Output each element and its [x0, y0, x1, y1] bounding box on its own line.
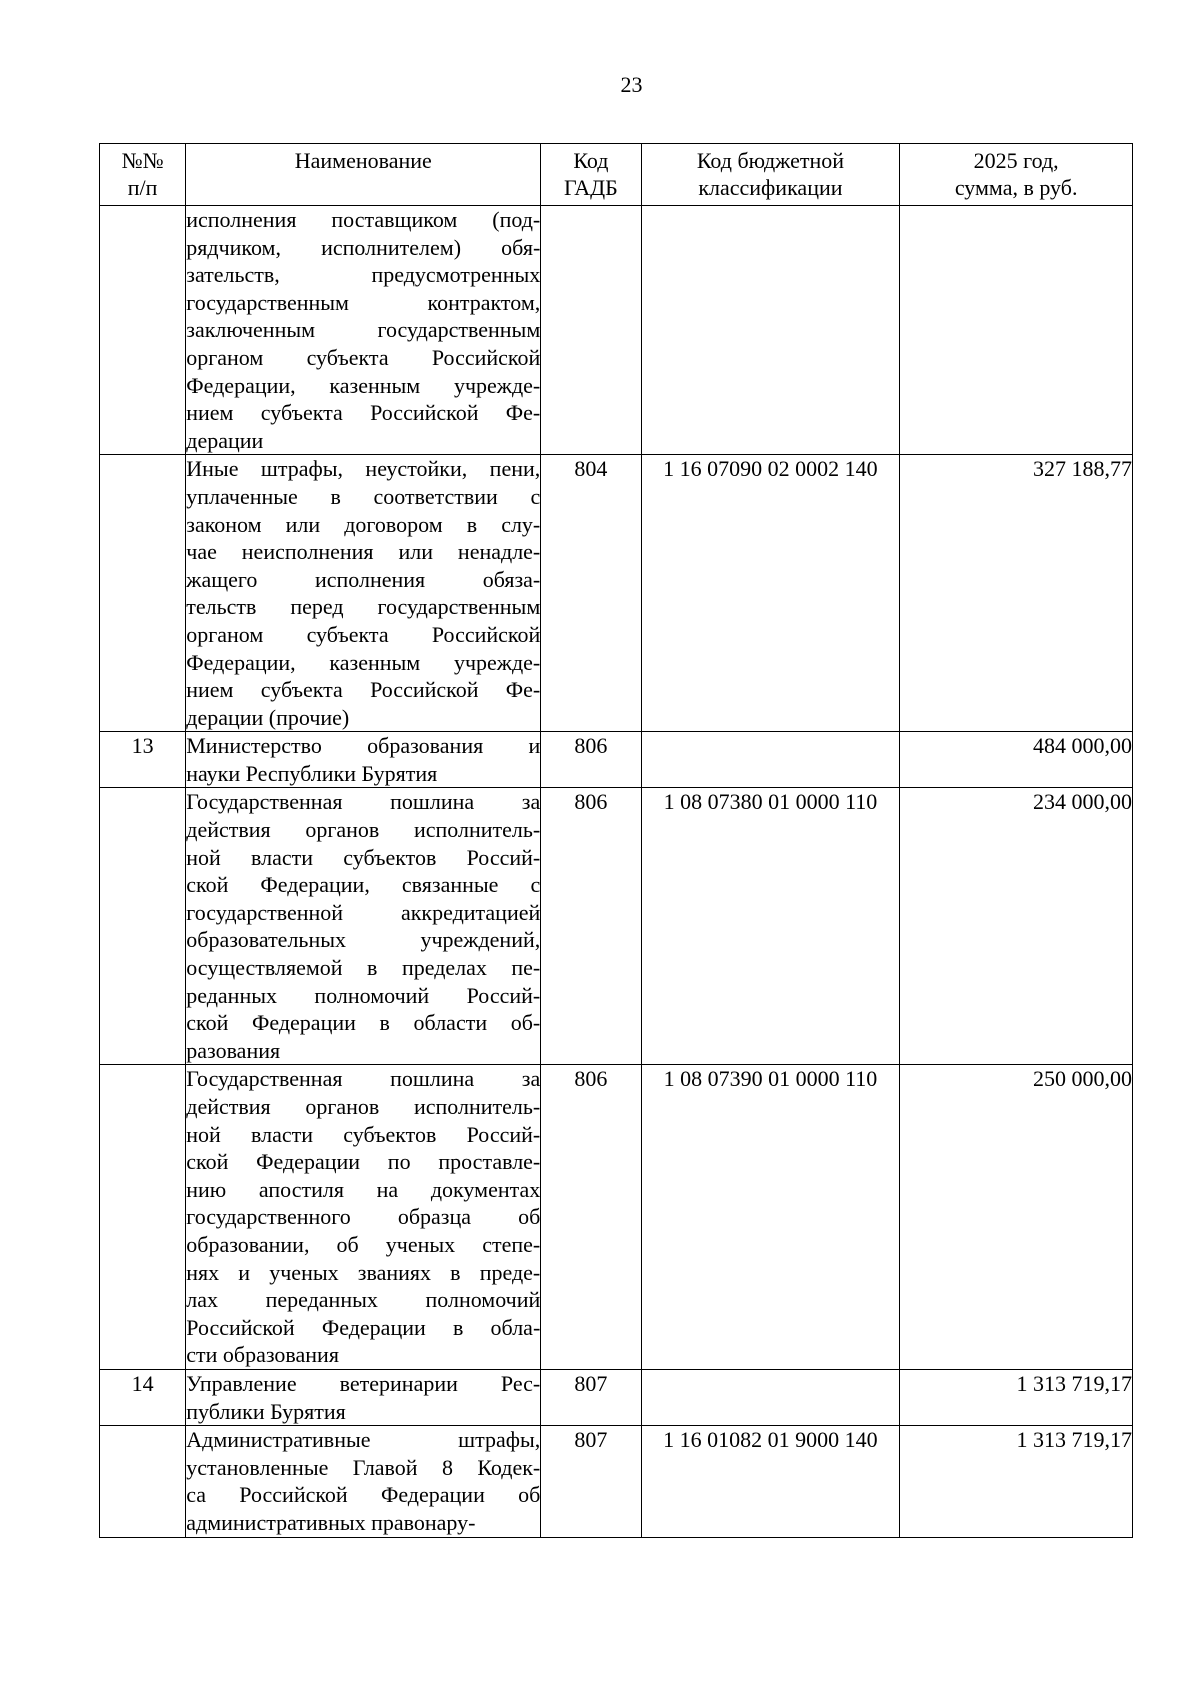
row-name-line: осуществляемой в пределах пе- [186, 955, 541, 981]
row-name-line: образовании, об ученых степе- [186, 1231, 541, 1257]
header-sum-line: 2025 год, [973, 148, 1059, 173]
row-name-cell [186, 206, 541, 455]
row-sum-cell: 250 000,00 [900, 1065, 1133, 1370]
header-gadb-line: ГАДБ [563, 175, 618, 200]
table-row [100, 1369, 1133, 1425]
row-gadb-cell: 806 [541, 1065, 641, 1370]
table-row [100, 455, 1133, 732]
table-row [100, 206, 1133, 455]
row-name-line: сти образования [186, 1342, 339, 1368]
row-name-line: ской Федерации в области об- [186, 1010, 541, 1036]
row-name-line: Административные штрафы, [186, 1427, 541, 1453]
revenue-table [99, 143, 1133, 1538]
row-name-line: ской Федерации по проставле- [186, 1149, 541, 1175]
row-name-line: рядчиком, исполнителем) обя- [186, 234, 541, 260]
row-name-line: ской Федерации, связанные с [186, 872, 541, 898]
header-gadb-line: Код [573, 148, 609, 173]
row-name-line: дерации (прочие) [186, 704, 350, 730]
row-sum-cell [900, 206, 1133, 455]
row-number-cell [100, 788, 186, 1065]
row-name-line: нию апостиля на документах [186, 1176, 541, 1202]
row-name-line: Управление ветеринарии Рес- [186, 1370, 541, 1396]
row-gadb-cell: 804 [541, 455, 641, 732]
row-name-line: нях и ученых званиях в преде- [186, 1259, 541, 1285]
header-name [186, 144, 541, 206]
row-name-line: органом субъекта Российской [186, 621, 541, 647]
row-name-line: государственной аккредитацией [186, 899, 541, 925]
row-name-line: науки Республики Бурятия [186, 760, 438, 786]
row-name-line: законом или договором в слу- [186, 511, 541, 537]
header-gadb [541, 144, 641, 206]
row-name-line: действия органов исполнитель- [186, 1094, 541, 1119]
page-number: 23 [620, 72, 643, 97]
row-name-line: уплаченные в соответствии с [186, 483, 541, 509]
row-name-cell [186, 732, 541, 788]
row-kbk-cell: 1 16 01082 01 9000 140 [641, 1426, 900, 1537]
row-name-line: установленные Главой 8 Кодек- [186, 1454, 541, 1480]
row-kbk-cell: 1 08 07380 01 0000 110 [641, 788, 900, 1065]
row-name-line: Российской Федерации в обла- [186, 1314, 541, 1340]
row-name-line: исполнения поставщиком (под- [186, 207, 541, 232]
row-name-line: дерации [186, 427, 264, 453]
row-sum-cell: 484 000,00 [900, 732, 1133, 788]
header-sum-line: сумма, в руб. [954, 175, 1078, 200]
row-number-cell [100, 1065, 186, 1370]
row-name-cell [186, 1065, 541, 1370]
row-kbk-cell: 1 16 07090 02 0002 140 [641, 455, 900, 732]
row-gadb-cell [541, 206, 641, 455]
row-gadb-cell: 807 [541, 1369, 641, 1425]
row-gadb-cell: 806 [541, 788, 641, 1065]
row-name-line: Иные штрафы, неустойки, пени, [186, 456, 541, 482]
table-row [100, 1426, 1133, 1537]
table-body [100, 206, 1133, 1538]
row-number-cell [100, 455, 186, 732]
header-name-line: Наименование [294, 148, 432, 173]
row-name-cell [186, 788, 541, 1065]
row-name-line: заключенным государственным [186, 317, 541, 343]
row-name-line: жащего исполнения обяза- [186, 566, 541, 592]
row-number-cell [100, 1426, 186, 1537]
row-name-line: нием субъекта Российской Фе- [186, 677, 541, 703]
row-name-line: лах переданных полномочий [186, 1287, 541, 1313]
header-kbk-line: Код бюджетной [696, 148, 845, 173]
row-kbk-cell [641, 206, 900, 455]
row-name-line: ной власти субъектов Россий- [186, 1121, 541, 1147]
header-num [100, 144, 186, 206]
row-gadb-cell: 806 [541, 732, 641, 788]
row-name-cell [186, 1426, 541, 1537]
row-name-line: зательств, предусмотренных [186, 262, 541, 288]
row-name-line: Министерство образования и [186, 733, 541, 759]
header-kbk [641, 144, 900, 206]
row-kbk-cell: 1 08 07390 01 0000 110 [641, 1065, 900, 1370]
row-name-line: Федерации, казенным учрежде- [186, 372, 541, 398]
row-number-cell [100, 206, 186, 455]
row-kbk-cell [641, 732, 900, 788]
row-name-line: органом субъекта Российской [186, 344, 541, 370]
row-kbk-cell [641, 1369, 900, 1425]
row-name-line: образовательных учреждений, [186, 927, 541, 953]
row-sum-cell: 234 000,00 [900, 788, 1133, 1065]
table-row [100, 732, 1133, 788]
row-name-line: Федерации, казенным учрежде- [186, 649, 541, 675]
row-name-line: са Российской Федерации об [186, 1482, 541, 1508]
row-gadb-cell: 807 [541, 1426, 641, 1537]
row-sum-cell: 1 313 719,17 [900, 1369, 1133, 1425]
header-num-line: №№ [121, 148, 164, 173]
header-num-line: п/п [127, 175, 158, 200]
row-name-line: разования [186, 1037, 281, 1063]
row-number-cell: 13 [100, 732, 186, 788]
row-name-line: государственным контрактом, [186, 289, 541, 315]
table-row [100, 788, 1133, 1065]
row-sum-cell: 1 313 719,17 [900, 1426, 1133, 1537]
row-name-line: нием субъекта Российской Фе- [186, 400, 541, 426]
row-name-line: чае неисполнения или ненадле- [186, 539, 541, 565]
row-name-line: публики Бурятия [186, 1398, 346, 1424]
row-name-line: реданных полномочий Россий- [186, 982, 541, 1008]
row-name-line: государственного образца об [186, 1204, 541, 1230]
row-name-line: Государственная пошлина за [186, 789, 541, 815]
table-row [100, 1065, 1133, 1370]
row-number-cell: 14 [100, 1369, 186, 1425]
row-name-line: административных правонару- [186, 1509, 476, 1535]
row-name-cell [186, 1369, 541, 1425]
table-header-row [100, 144, 1133, 206]
row-name-line: Государственная пошлина за [186, 1066, 541, 1092]
row-name-line: ной власти субъектов Россий- [186, 844, 541, 870]
header-kbk-line: классификации [698, 175, 843, 200]
header-sum [900, 144, 1133, 206]
row-name-line: действия органов исполнитель- [186, 817, 541, 843]
row-name-cell [186, 455, 541, 732]
row-sum-cell: 327 188,77 [900, 455, 1133, 732]
row-name-line: тельств перед государственным [186, 594, 541, 620]
